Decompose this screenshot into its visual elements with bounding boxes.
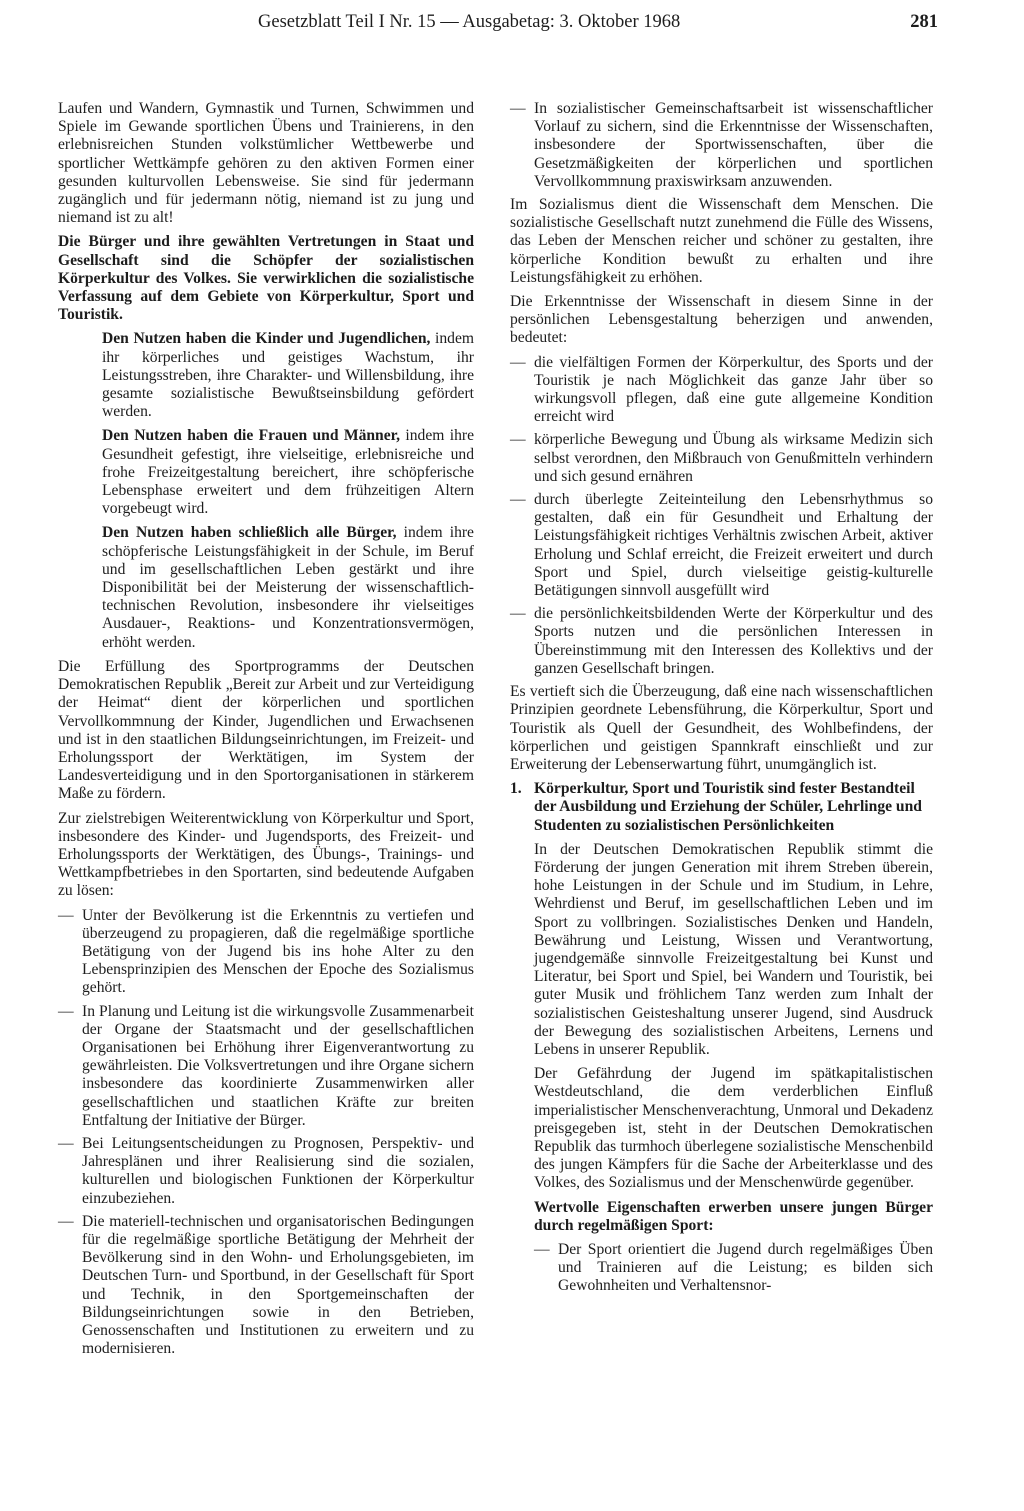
list-item-text: Der Sport orientiert die Jugend durch regelmäßiges Üben und Trainieren auf die Leistung; es bilden sich Gewohnheiten und Verhaltensnor-	[558, 1240, 933, 1295]
paragraph: Es vertieft sich die Überzeugung, daß eine nach wissenschaftlichen Prinzipien geordnete Lebensführung, die Körperkultur, Sport und Touristik als Quell der Gesundheit, des Wohlbefindens, der körperlichen und geistigen Spannkraft einschließt und zur Erweiterung der Lebenserwartung führt, unumgänglich ist.	[510, 683, 933, 773]
paragraph: Im Sozialismus dient die Wissenschaft dem Menschen. Die sozialistische Gesellschaft nutzt zunehmend die Fülle des Wissens, das Leben der Menschen reicher und schöner zu gestalten, ihre körperliche Kondition bewußt zu erhalten und ihre Leistungsfähigkeit zu erhöhen.	[510, 196, 933, 286]
paragraph: Zur zielstrebigen Weiterentwicklung von Körperkultur und Sport, insbesondere des Kinder- und Jugendsports, des Freizeit- und Erholungssports der Werktätigen, des Übungs-, Trainings- und Wettkampfbetriebes in den Sportarten, sind bedeutende Aufgaben zu lösen:	[58, 809, 474, 900]
paragraph: In der Deutschen Demokratischen Republik stimmt die Förderung der jungen Generation mit ihrem Streben überein, hohe Leistungen in der Schule und im Studium, in Lehre, Wehrdienst und Beruf, im gesellschaftlichen Leben und im Sport zu vollbringen. Sozialistisches Denken und Handeln, Bewährung und Leistung, Wissen und Verantwortung, jugendgemäße sinnvolle Freizeitgestaltung bei Kunst und Literatur, bei Sport und Spiel, bei Wandern und Touristik, bei guter Musik und fröhlichem Tanz werden zum Inhalt der sozialistischen Geisteshaltung unserer Jugend, sind Ausdruck der Bewegung des sozialistischen Arbeitens, Lernens und Lebens in unserer Republik.	[534, 840, 933, 1058]
paragraph: Der Gefährdung der Jugend im spätkapitalistischen Westdeutschland, die dem verderblichen Einfluß imperialistischer Menschenverachtung, Unmoral und Dekadenz preisgegeben ist, steht in der Deutschen Demokratischen Republik das turmhoch überlegene sozialistische Menschenbild des jungen Kämpfers für die Sache der Arbeiterklasse und des Volkes, des Sozialismus und der Menschenwürde gegenüber.	[534, 1065, 933, 1192]
bold-paragraph: Die Bürger und ihre gewählten Vertretungen in Staat und Gesellschaft sind die Schöpfer der sozialistischen Körperkultur des Volkes. Sie verwirklichen die sozialistische Verfassung auf dem Gebiete von Körperkultur, Sport und Touristik.	[58, 233, 474, 324]
list-item-text: Die materiell-technischen und organisatorischen Bedingungen für die regelmäßige sportliche Betätigung der Mehrheit der Bevölkerung sind in den Wohn- und Erholungsgebieten, im Deutschen Turn- und Sportbund, in der Gesellschaft für Sport und Technik, in den Sportgemeinschaften der Bildungseinrichtungen sowie in den Betrieben, Genossenschaften und Institutionen zu erweitern und zu modernisieren.	[82, 1212, 474, 1358]
section-heading: Körperkultur, Sport und Touristik sind fester Bestandteil der Ausbildung und Erziehung der Schüler, Lehrlinge und Studenten zu sozialistischen Persönlichkeiten	[534, 780, 922, 834]
section-number: 1.	[510, 780, 522, 798]
benefit-heading: Den Nutzen haben die Frauen und Männer,	[102, 427, 401, 445]
section-body	[534, 780, 933, 1300]
dash-marker: —	[58, 1002, 74, 1020]
dash-marker: —	[510, 353, 526, 371]
list-item-text: die vielfältigen Formen der Körperkultur, des Sports und der Touristik je nach Möglichkeit das ganze Jahr über so wirkungsvoll pflegen, daß eine gute allgemeine Kondition erreicht wird	[534, 353, 933, 426]
benefit-heading: Den Nutzen haben schließlich alle Bürger,	[102, 524, 397, 542]
list-item-text: durch überlegte Zeiteinteilung den Lebensrhythmus so gestalten, daß ein für Gesundheit und Erhaltung der Leistungsfähigkeit richtiges Verhältnis zwischen Arbeit, aktiver Erholung und Schlaf erreicht, die Freizeit erweitert und durch Sport und Spiel, durch vielseitige geistig-kulturelle Betätigungen sinnvoll ausgefüllt wird	[534, 491, 933, 600]
benefit-text: indem ihre schöpferische Leistungsfähigkeit in der Schule, im Beruf und im gesellschaftlichen Leben gestärkt und ihre Disponibilität bei der Meisterung der wissenschaftlich-technischen Revolution, insbesondere ihr vielseitiges Ausdauer-, Reaktions- und Konzentrationsvermögen, erhöht werden.	[102, 524, 474, 651]
dash-marker: —	[510, 431, 526, 449]
page-number: 281	[910, 12, 938, 32]
dash-marker: —	[534, 1240, 550, 1258]
list-item	[510, 431, 933, 486]
list-item-text: In Planung und Leitung ist die wirkungsvolle Zusammenarbeit der Organe der Staatsmacht und der gesellschaftlichen Organisationen bei Erhöhung ihrer Eigenverantwortung zu gewährleisten. Die Volksvertretungen und ihre Organe sichern insbesondere das koordinierte Zusammenwirken aller gesellschaftlichen und staatlichen Kräfte zur breiten Entfaltung der Initiative der Bürger.	[82, 1002, 474, 1129]
section-1	[510, 780, 933, 1300]
running-header	[258, 8, 938, 38]
list-item	[58, 1003, 474, 1130]
list-item-text: die persönlichkeitsbildenden Werte der Körperkultur und des Sports nutzen und die persönlichen Interessen in Übereinstimmung mit den Interessen des Kollektivs und der ganzen Gesellschaft bringen.	[534, 605, 933, 677]
bold-paragraph: Wertvolle Eigenschaften erwerben unsere jungen Bürger durch regelmäßigen Sport:	[534, 1198, 933, 1234]
list-item	[534, 1241, 933, 1296]
dash-marker: —	[510, 605, 526, 623]
benefit-text: indem ihre Gesundheit gefestigt, ihre vielseitige, erlebnisreiche und frohe Freizeitgestaltung bereichert, ihre schöpferische Lebensphase erweitert und dem frühzeitigen Altern vorgebeugt wird.	[102, 427, 474, 518]
benefit-adults	[58, 427, 474, 518]
list-item	[510, 354, 933, 427]
list-item	[510, 605, 933, 678]
dash-marker: —	[58, 1212, 74, 1230]
dash-marker: —	[58, 906, 74, 924]
list-item-text: Unter der Bevölkerung ist die Erkenntnis zu vertiefen und überzeugend zu propagieren, daß die regelmäßige sportliche Betätigung von der Jugend bis ins hohe Alter zu den Lebensprinzipien des Menschen der Epoche des Sozialismus gehört.	[82, 906, 474, 997]
right-column	[510, 100, 933, 1301]
paragraph: Laufen und Wandern, Gymnastik und Turnen, Schwimmen und Spiele im Gewande sportlichen Übens und Trainierens, in den erlebnisreichen Stunden volkstümlicher Wettbewerbe und sportlicher Wettkämpfe gehören zu den aktiven Formen einer gesunden kulturvollen Lebensweise. Sie sind für jedermann zugänglich und für jedermann nötig, niemand ist zu jung und niemand ist zu alt!	[58, 100, 474, 227]
list-item-text: In sozialistischer Gemeinschaftsarbeit ist wissenschaftlicher Vorlauf zu sichern, sind die Erkenntnisse der Wissenschaften, insbesondere der Sportwissenschaften, über die Gesetzmäßigkeiten der körperlichen und sportlichen Vervollkommnung praxiswirksam anzuwenden.	[534, 100, 933, 190]
benefit-citizens	[58, 524, 474, 651]
benefit-text: indem ihr körperliches und geistiges Wachstum, ihr Leistungsstreben, ihre Charakter- und Willensbildung, ihre gesamte sozialistische Bewußtseinsbildung gefördert werden.	[102, 330, 474, 421]
list-item	[58, 1213, 474, 1359]
list-item	[510, 491, 933, 600]
list-item	[58, 1135, 474, 1208]
list-item-text: Bei Leitungsentscheidungen zu Prognosen, Perspektiv- und Jahresplänen und ihrer Realisierung sind die sozialen, kulturellen und biologischen Funktionen der Körperkultur einzubeziehen.	[82, 1134, 474, 1207]
left-column	[58, 100, 474, 1363]
paragraph: Die Erkenntnisse der Wissenschaft in diesem Sinne in der persönlichen Lebensgestaltung beherzigen und anwenden, bedeutet:	[510, 293, 933, 347]
benefit-heading: Den Nutzen haben die Kinder und Jugendlichen,	[102, 330, 431, 348]
paragraph: Die Erfüllung des Sportprogramms der Deutschen Demokratischen Republik „Bereit zur Arbeit und zur Verteidigung der Heimat“ dient der körperlichen und sportlichen Vervollkommnung der Kinder, Jugendlichen und Erwachsenen und ist in den staatlichen Bildungseinrichtungen, im Freizeit- und Erholungssport der Werktätigen, im System der Landesverteidigung und in den Sportorganisationen in stärkerem Maße zu fördern.	[58, 657, 474, 803]
list-item-text: körperliche Bewegung und Übung als wirksame Medizin sich selbst verordnen, den Mißbrauch von Genußmitteln verhindern und sich gesund ernähren	[534, 431, 933, 485]
dash-marker: —	[510, 100, 526, 117]
header-title: Gesetzblatt Teil I Nr. 15 — Ausgabetag: 3. Oktober 1968	[258, 12, 681, 32]
dash-marker: —	[510, 491, 526, 509]
list-item	[510, 100, 933, 191]
list-item	[58, 907, 474, 998]
benefit-children	[58, 330, 474, 421]
dash-marker: —	[58, 1134, 74, 1152]
